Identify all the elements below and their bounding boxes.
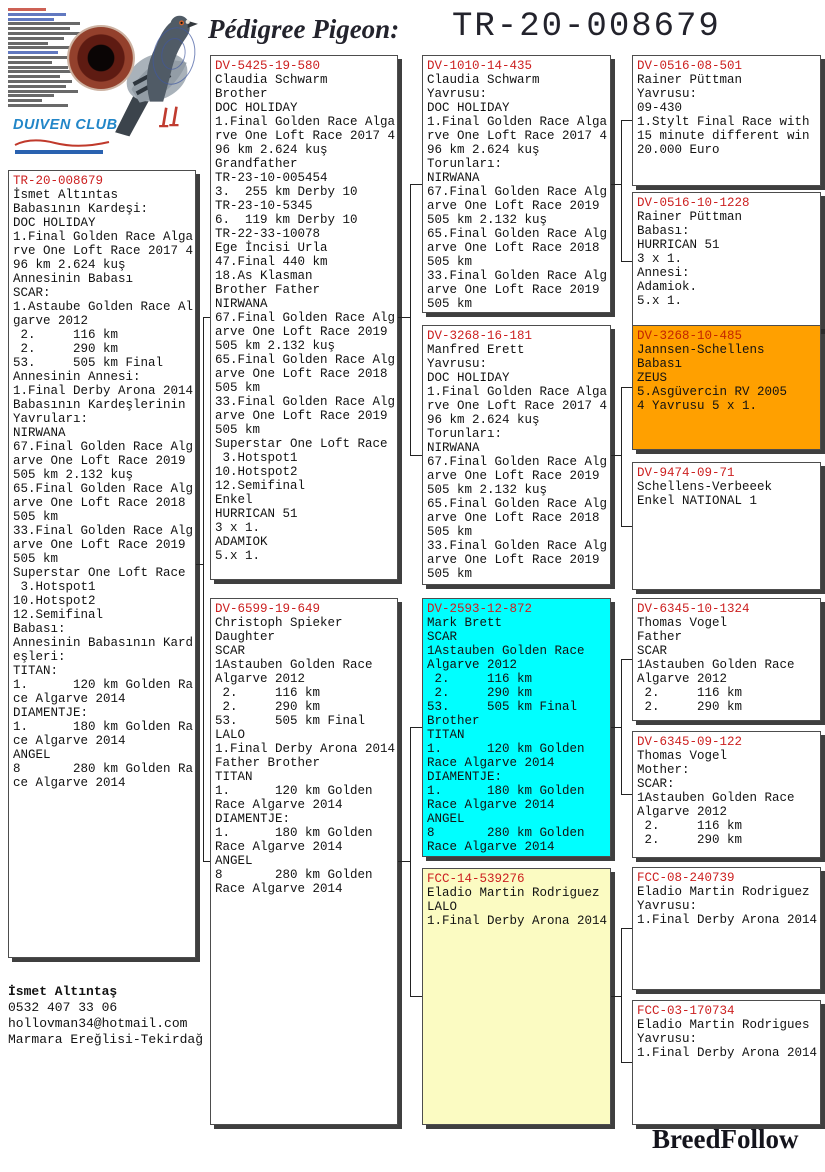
connector-line [410, 184, 422, 185]
photo-caption-line [8, 80, 72, 83]
pedigree-details: İsmet Altıntas Babasının Kardeşi: DOC HOLIDAY 1.Final Golden Race Alga rve One Loft Race 2017 4 96 km 2.624 kuş Annesinin Babası SCAR: 1.Astaube Golden Race Al garve 2012 2. 116 km 2. 290 km 53. 505 km Final Annesinin Annesi: 1.Final Derby Arona 2014 Babasının Kardeşlerinin Yavruları: NIRWANA 67.Final Golden Race Alg arve One Loft Race 2019 505 km 2.132 kuş 65.Final Golden Race Alg arve One Loft Race 2018 505 km 33.Final Golden Race Alg arve One Loft Race 2019 505 km Superstar One Loft Race 3.Hotspot1 10.Hotspot2 12.Semifinal Babası: Annesinin Babasının Kard eşleri: TITAN: 1. 120 km Golden Ra ce Algarve 2014 DIAMENTJE: 1. 180 km Golden Ra ce Algarve 2014 ANGEL 8 280 km Golden Ra ce Algarve 2014 [13, 188, 194, 790]
pedigree-details: Eladio Martin Rodriguez LALO 1.Final Derby Arona 2014 [427, 886, 608, 928]
connector-line [410, 184, 411, 455]
pedigree-details: Mark Brett SCAR 1Astauben Golden Race Algarve 2012 2. 116 km 2. 290 km 53. 505 km Final Brother TITAN 1. 120 km Golden Race Algarve 2014 DIAMENTJE: 1. 180 km Golden Race Algarve 2014 ANGEL 8 280 km Golden Race Algarve 2014 [427, 616, 585, 854]
connector-line [398, 861, 410, 862]
ring-id-title: DV-1010-14-435 [427, 59, 533, 73]
photo-caption-line [8, 22, 80, 25]
photo-caption-line [8, 18, 54, 21]
connector-line [203, 861, 210, 862]
pedigree-details: Thomas Vogel Mother: SCAR: 1Astauben Golden Race Algarve 2012 2. 116 km 2. 290 km [637, 749, 795, 847]
pigeon-photo-card [5, 5, 197, 163]
pedigree-details: Thomas Vogel Father SCAR 1Astauben Golden Race Algarve 2012 2. 116 km 2. 290 km [637, 616, 795, 714]
pedigree-details: Jannsen-Schellens Babası ZEUS 5.Asgüvercin RV 2005 4 Yavrusu 5 x 1. [637, 343, 788, 413]
photo-caption-line [8, 99, 42, 102]
box-maternal-granddam [422, 868, 611, 1125]
connector-line [621, 526, 632, 527]
photo-caption-line [8, 27, 70, 30]
connector-line [410, 727, 411, 996]
ring-id-title: DV-5425-19-580 [215, 59, 321, 73]
club-logo: DUIVEN CLUB [13, 117, 118, 133]
box-great-grandparent-4 [632, 462, 821, 590]
connector-line [621, 387, 622, 526]
ring-id-title: TR-20-008679 [13, 174, 104, 188]
connector-line [621, 659, 632, 660]
box-maternal-grandsire [422, 598, 611, 857]
photo-caption-line [8, 37, 64, 40]
page-title: Pédigree Pigeon: [208, 14, 400, 44]
connector-line [611, 455, 621, 456]
photo-caption-line [8, 66, 68, 69]
ring-id-title: FCC-14-539276 [427, 872, 525, 886]
connector-line [196, 564, 203, 565]
pigeon-eye-photo [67, 25, 135, 91]
box-great-grandparent-8 [632, 1000, 821, 1125]
pedigree-details: Manfred Erett Yavrusu: DOC HOLIDAY 1.Final Golden Race Alga rve One Loft Race 2017 4 96 km 2.624 kuş Torunları: NIRWANA 67.Final Golden Race Alg arve One Loft Race 2019 505 km 2.132 kuş 65.Final Golden Race Alg arve One Loft Race 2018 505 km 33.Final Golden Race Alg arve One Loft Race 2019 505 km [427, 343, 608, 581]
connector-line [621, 120, 622, 261]
connector-line [611, 727, 621, 728]
owner-email: hollovman34@hotmail.com [8, 1016, 188, 1031]
pedigree-details: Schellens-Verbeeek Enkel NATIONAL 1 [637, 480, 773, 508]
owner-info [8, 984, 203, 1048]
box-paternal-granddam [422, 325, 611, 585]
box-sire [210, 55, 398, 580]
photo-caption-line [8, 46, 74, 49]
photo-caption-line [8, 104, 68, 107]
connector-line [611, 184, 621, 185]
box-great-grandparent-5 [632, 598, 821, 721]
box-dam [210, 598, 398, 1125]
ring-id-title: DV-6345-10-1324 [637, 602, 750, 616]
connector-line [203, 317, 210, 318]
connector-line [621, 120, 632, 121]
connector-line [410, 996, 422, 997]
box-subject [8, 170, 196, 958]
box-paternal-grandsire [422, 55, 611, 313]
connector-line [621, 928, 622, 1062]
ring-id-title: DV-6345-09-122 [637, 735, 743, 749]
connector-line [621, 387, 632, 388]
photo-caption-line [8, 42, 48, 45]
owner-name: İsmet Altıntaş [8, 984, 118, 999]
photo-caption-line [8, 61, 52, 64]
pedigree-details: Claudia Schwarm Yavrusu: DOC HOLIDAY 1.Final Golden Race Alga rve One Loft Race 2017 4 96 km 2.624 kuş Torunları: NIRWANA 67.Final Golden Race Alg arve One Loft Race 2019 505 km 2.132 kuş 65.Final Golden Race Alg arve One Loft Race 2018 505 km 33.Final Golden Race Alg arve One Loft Race 2019 505 km [427, 73, 608, 311]
photo-caption-line [8, 90, 78, 93]
connector-line [621, 794, 632, 795]
connector-line [611, 996, 621, 997]
signature-mark [13, 135, 113, 157]
box-great-grandparent-6 [632, 731, 821, 858]
photo-caption-line [8, 94, 54, 97]
ring-id-title: DV-0516-10-1228 [637, 196, 750, 210]
ring-id-title: DV-6599-19-649 [215, 602, 321, 616]
pedigree-details: Rainer Püttman Babası: HURRICAN 51 3 x 1. Annesi: Adamiok. 5.x 1. [637, 210, 743, 308]
box-great-grandparent-2 [632, 192, 821, 330]
ring-id-title: DV-0516-08-501 [637, 59, 743, 73]
photo-caption-line [8, 85, 66, 88]
owner-location: Marmara Ereğlisi-Tekirdağ [8, 1032, 204, 1047]
ring-id-title: FCC-08-240739 [637, 871, 735, 885]
breedfollow-brand: BreedFollow [652, 1124, 799, 1154]
photo-caption-line [8, 51, 58, 54]
photo-caption-line [8, 8, 46, 11]
box-great-grandparent-1 [632, 55, 821, 186]
owner-phone: 0532 407 33 06 [8, 1000, 118, 1015]
connector-line [398, 317, 410, 318]
ring-id-title: DV-9474-09-71 [637, 466, 735, 480]
pedigree-details: Rainer Püttman Yavrusu: 09-430 1.Stylt Final Race with 15 minute different win 20.000 Euro [637, 73, 810, 157]
connector-line [621, 659, 622, 794]
photo-caption-line [8, 32, 83, 35]
pedigree-details: Eladio Martin Rodriguez Yavrusu: 1.Final Derby Arona 2014 [637, 885, 818, 927]
box-great-grandparent-7 [632, 867, 821, 990]
connector-line [621, 928, 632, 929]
ring-id-title: DV-2593-12-872 [427, 602, 533, 616]
box-great-grandparent-3 [632, 325, 821, 450]
photo-caption-line [8, 75, 60, 78]
connector-line [410, 727, 422, 728]
pedigree-details: Claudia Schwarm Brother DOC HOLIDAY 1.Final Golden Race Alga rve One Loft Race 2017 4 96 km 2.624 kuş Grandfather TR-23-10-005454 3. 255 km Derby 10 TR-23-10-5345 6. 119 km Derby 10 TR-22-33-10078 Ege İncisi Urla 47.Final 440 km 18.As Klasman Brother Father NIRWANA 67.Final Golden Race Alg arve One Loft Race 2019 505 km 2.132 kuş 65.Final Golden Race Alg arve One Loft Race 2018 505 km 33.Final Golden Race Alg arve One Loft Race 2019 505 km Superstar One Loft Race 3.Hotspot1 10.Hotspot2 12.Semifinal Enkel HURRICAN 51 3 x 1. ADAMIOK 5.x 1. [215, 73, 396, 563]
ring-id-title: DV-3268-16-181 [427, 329, 533, 343]
photo-caption-line [8, 13, 66, 16]
pedigree-details: Eladio Martin Rodrigues Yavrusu: 1.Final Derby Arona 2014 [637, 1018, 818, 1060]
ring-id-title: DV-3268-10-485 [637, 329, 743, 343]
ring-number-header: TR-20-008679 [452, 8, 721, 46]
ring-id-title: FCC-03-170734 [637, 1004, 735, 1018]
connector-line [203, 317, 204, 861]
pedigree-details: Christoph Spieker Daughter SCAR 1Astauben Golden Race Algarve 2012 2. 116 km 2. 290 km 53. 505 km Final LALO 1.Final Derby Arona 2014 Father Brother TITAN 1. 120 km Golden Race Algarve 2014 DIAMENTJE: 1. 180 km Golden Race Algarve 2014 ANGEL 8 280 km Golden Race Algarve 2014 [215, 616, 396, 896]
connector-line [621, 261, 632, 262]
connector-line [621, 1062, 632, 1063]
connector-line [410, 455, 422, 456]
